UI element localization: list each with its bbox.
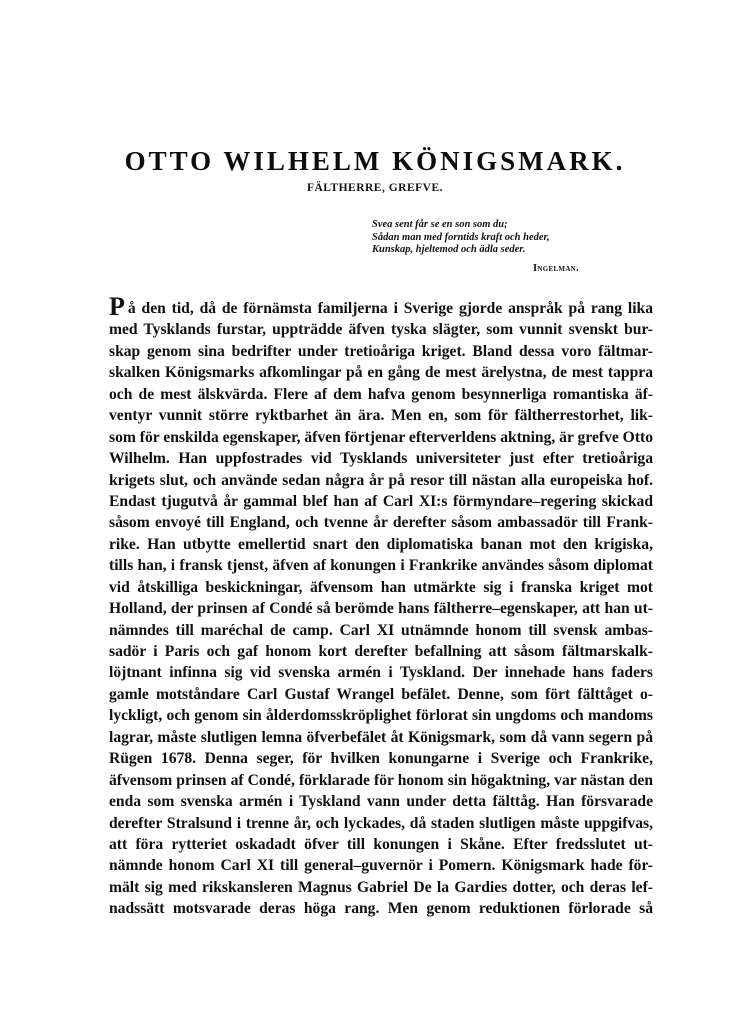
text-line: Endast tjugutvå år gammal blef han af Carl XI:s förmyndare–regering skickad: [109, 492, 653, 510]
text-line: Wilhelm. Han uppfostrades vid Tysklands universiteter just efter tretioåriga: [109, 450, 653, 468]
epigraph: [372, 219, 672, 257]
text-line: med Tysklands furstar, uppträdde äfven tyska slägter, som vunnit svenskt bur-: [109, 321, 653, 339]
text-line: derefter Stralsund i trenne år, och lyckades, då staden slutligen måste uppgifvas,: [109, 814, 653, 832]
text-line: ventyr vunnit större ryktbarhet än ära. Men en, som för fältherrestorhet, lik-: [109, 407, 653, 425]
body-text: [109, 292, 653, 920]
text-line: sadör i Paris och gaf honom kort derefter befallning att såsom fältmarskalk-: [109, 643, 653, 660]
text-line: gamle motståndare Carl Gustaf Wrangel befälet. Denne, som fört fälttåget o-: [109, 685, 653, 703]
text-line: rike. Han utbytte emellertid snart den diplomatiska banan mot den krigiska,: [109, 535, 653, 553]
text-line: nämnde honom Carl XI till general–guvernör i Pomern. Königsmark hade för-: [109, 857, 653, 875]
text-line-content: å den tid, då de förnämsta familjerna i Sverige gjorde anspråk på rang lika: [127, 300, 653, 317]
text-line: nadssätt motsvarade deras höga rang. Men genom reduktionen förlorade så: [109, 900, 653, 918]
text-line: löjtnant infinna sig vid svenska armén i Tyskland. Der innehade hans faders: [109, 664, 653, 682]
text-line: äfvensom prinsen af Condé, förklarade för honom sin högaktning, var nästan den: [109, 771, 653, 789]
text-line: krigets slut, och använde sedan några år på resor till nästan alla europeiska hof.: [109, 471, 653, 489]
text-line: Rügen 1678. Denna seger, för hvilken konungarne i Sverige och Frankrike,: [109, 750, 653, 768]
text-line: vid åtskilliga beskickningar, äfvensom han utmärkte sig i franska kriget mot: [109, 578, 653, 596]
page-title: OTTO WILHELM KÖNIGSMARK.: [124, 146, 626, 176]
text-line: att föra rytteriet oskadadt öfver till konungen i Skåne. Efter fredsslutet ut-: [109, 835, 653, 853]
text-line: enda som svenska armén i Tyskland vann under detta fälttåg. Han försvarade: [109, 793, 653, 811]
text-line: såsom envoyé till England, och tvenne år derefter såsom ambassadör till Frank-: [109, 514, 653, 532]
text-line: nämndes till maréchal de camp. Carl XI utnämnde honom till svensk ambas-: [109, 621, 653, 639]
text-line: som för enskilda egenskaper, äfven förtjenar efterverldens aktning, är grefve Otto: [109, 428, 653, 446]
drop-cap: P: [109, 292, 125, 321]
page-subtitle: FÄLTHERRE, GREFVE.: [306, 182, 444, 194]
text-line: skap genom sina bedrifter under tretioåriga kriget. Bland dessa voro fältmar-: [109, 342, 653, 360]
text-line: lagrar, måste slutligen lemna öfverbefälet åt Königsmark, som då vann segern på: [109, 728, 653, 746]
text-line: och de mest älskvärda. Flere af dem hafva genom besynnerliga romantiska äf-: [109, 385, 653, 403]
text-line: lyckligt, och genom sin ålderdomsskröplighet förlorat sin ungdoms och mandoms: [109, 707, 653, 725]
epigraph-attribution: Ingelman.: [533, 263, 579, 274]
epigraph-line: Sådan man med forntids kraft och heder,: [372, 231, 550, 243]
text-line: [109, 292, 653, 321]
text-line: skalken Königsmarks afkomlingar på en gång de mest ärelystna, de mest tappra: [109, 364, 653, 382]
epigraph-line: Kunskap, hjeltemod och ädla seder.: [372, 244, 526, 255]
text-line: Holland, der prinsen af Condé så berömde hans fältherre–egenskaper, att han ut-: [109, 600, 653, 618]
text-line: mält sig med rikskansleren Magnus Gabriel De la Gardies dotter, och deras lef-: [109, 878, 653, 896]
text-line: tills han, i fransk tjenst, äfven af konungen i Frankrike användes såsom diplomat: [109, 557, 653, 575]
epigraph-line: Svea sent får se en son som du;: [372, 219, 508, 230]
